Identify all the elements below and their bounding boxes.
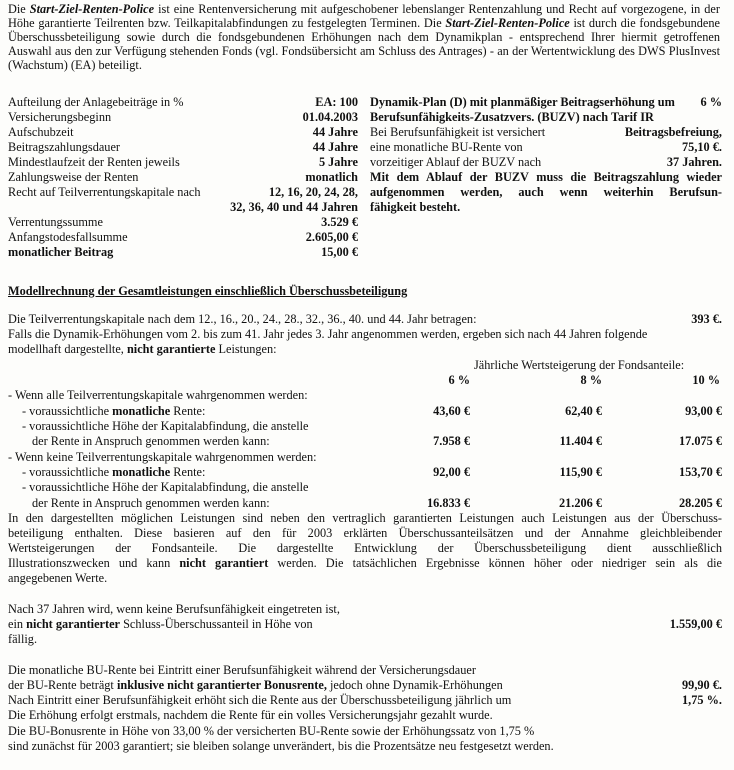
product-name-2: Start-Ziel-Renten-Police — [445, 16, 570, 30]
bu-line: Die Erhöhung erfolgt erstmals, nachdem die Rente für ein volles Versicherungsjahr gezahlt wurde. — [8, 708, 493, 722]
scenario-b-title: - Wenn keine Teilverrentungskapitale wahrgenommen werden: — [8, 450, 317, 464]
param-label: Versicherungsbeginn — [8, 110, 112, 124]
param-label: Beitragszahlungsdauer — [8, 140, 120, 154]
value-cell: 16.833 € — [426, 496, 470, 510]
schluss-line — [8, 617, 313, 631]
buzv-note-line: aufgenommen werden, auch wenn weiterhin Berufsun- — [370, 185, 722, 199]
bu-value: Beitragsbefreiung, — [624, 125, 722, 139]
explanation-line: beteiligung enthalten. Diese basieren auf den für 2003 erklärten Überschussanteilsätzen und der Annahme gleichbleibender — [8, 526, 722, 540]
wertsteigerung-header: Jährliche Wertsteigerung der Fondsanteile: — [474, 358, 685, 372]
param-value: 32, 36, 40 und 44 Jahren — [230, 200, 358, 214]
explanation-line: In den dargestellten möglichen Leistungen sind neben den vertraglich garantierten Leistungen auch Leistungen aus der Überschuss- — [8, 511, 722, 525]
product-name: Start-Ziel-Renten-Police — [29, 2, 155, 16]
param-label: Verrentungssumme — [8, 215, 103, 229]
text-part: der BU-Rente beträgt — [8, 678, 117, 692]
text-part: jedoch ohne Dynamik-Erhöhungen — [326, 678, 503, 692]
bu-line: Nach Eintritt einer Berufsunfähigkeit erhöht sich die Rente aus der Überschussbeteiligung jährlich um — [8, 693, 512, 707]
label-part: Rente: — [170, 404, 206, 418]
model-intro — [8, 342, 277, 356]
value-cell: 11.404 € — [559, 434, 602, 448]
teilverrentung-label: Die Teilverrentungskapitale nach dem 12., 16., 20., 24., 28., 32., 36., 40. und 44. Jahr betragen: — [8, 312, 477, 326]
bu-rente-value: 75,10 €. — [682, 140, 722, 154]
dynamik-value: 6 % — [700, 95, 722, 109]
scenario-b-rente-label — [22, 465, 205, 479]
value-cell: 17.075 € — [678, 434, 722, 448]
ablauf-label: vorzeitiger Ablauf der BUZV nach — [370, 155, 542, 169]
intro-text-3: ist durch die fondsgebundene Überschussbeteiligung sowie durch die fondsgebundenen Erhöhungen nach dem Dynamikplan - entsprechend Ihrer hiermit getroffenen Auswahl aus den zur Verfügung stehenden Fonds (vgl. Fondsübersicht am Schluss des Antrages) - an der Wertentwicklung des DWS PlusInvest (Wachstum) (EA) beteiligt. — [8, 16, 720, 72]
param-value: EA: 100 — [315, 95, 358, 109]
schluss-value: 1.559,00 € — [669, 617, 722, 631]
value-cell: 93,00 € — [685, 404, 722, 418]
label-bold: monatliche — [112, 404, 171, 418]
param-label: Aufschubzeit — [8, 125, 74, 139]
text-part: Schluss-Überschussanteil in Höhe von — [120, 617, 313, 631]
section-heading: Modellrechnung der Gesamtleistungen einschließlich Überschussbeteiligung — [8, 284, 408, 298]
bu-label: Bei Berufsunfähigkeit ist versichert — [370, 125, 546, 139]
scenario-b-kapital-label: - voraussichtliche Höhe der Kapitalabfindung, die anstelle — [22, 480, 309, 494]
schluss-line: fällig. — [8, 632, 38, 646]
text-bold: nicht garantierter — [26, 617, 121, 631]
buzv-note-line: fähigkeit besteht. — [370, 200, 461, 214]
label-part: - voraussichtliche — [22, 465, 113, 479]
value-cell: 153,70 € — [678, 465, 722, 479]
param-label: Mindestlaufzeit der Renten jeweils — [8, 155, 180, 169]
param-value: 5 Jahre — [318, 155, 358, 169]
param-value: monatlich — [305, 170, 358, 184]
bu-increase-rate: 1,75 %. — [682, 693, 722, 707]
schluss-line: Nach 37 Jahren wird, wenn keine Berufsunfähigkeit eingetreten ist, — [8, 602, 340, 616]
param-value: 3.529 € — [321, 215, 358, 229]
value-cell: 62,40 € — [565, 404, 602, 418]
teilverrentung-value: 393 €. — [691, 312, 722, 326]
buzv-label: Berufsunfähigkeits-Zusatzvers. (BUZV) nach Tarif IR — [370, 110, 654, 124]
value-cell: 115,90 € — [559, 465, 602, 479]
bu-line: Die monatliche BU-Rente bei Eintritt einer Berufsunfähigkeit während der Versicherungsdauer — [8, 663, 476, 677]
not-guaranteed-text: nicht garantierte — [126, 342, 216, 356]
bu-rente-total: 99,90 €. — [682, 678, 722, 692]
param-label: Zahlungsweise der Renten — [8, 170, 139, 184]
value-cell: 43,60 € — [433, 404, 470, 418]
value-cell: 7.958 € — [433, 434, 470, 448]
param-label: Recht auf Teilverrentungskapitale nach — [8, 185, 201, 199]
param-label: Aufteilung der Anlagebeiträge in % — [8, 95, 184, 109]
param-value: 01.04.2003 — [302, 110, 358, 124]
model-intro-end: Leistungen: — [215, 342, 277, 356]
intro-text-1: Die — [8, 2, 30, 16]
buzv-note-line: Mit dem Ablauf der BUZV muss die Beitragszahlung wieder — [370, 170, 722, 184]
explanation-line: angegebenen Werte. — [8, 571, 108, 585]
rate-header: 6 % — [448, 373, 470, 387]
intro-paragraph — [8, 2, 720, 72]
value-cell: 21.206 € — [558, 496, 602, 510]
text-part: ein — [8, 617, 27, 631]
value-cell: 28.205 € — [678, 496, 722, 510]
bu-line: Die BU-Bonusrente in Höhe von 33,00 % der versicherten BU-Rente sowie der Erhöhungssatz von 1,75 % — [8, 724, 535, 738]
text-bold: inklusive nicht garantierter Bonusrente, — [116, 678, 327, 692]
text-part: werden. Die tatsächlichen Ergebnisse können höher oder niedriger sein als die — [268, 556, 722, 570]
dynamik-label: Dynamik-Plan (D) mit planmäßiger Beitragserhöhung um — [370, 95, 675, 109]
label-part: - voraussichtliche — [22, 404, 113, 418]
param-value: 44 Jahre — [312, 140, 358, 154]
label-part: Rente: — [170, 465, 206, 479]
scenario-a-kapital-label: - voraussichtliche Höhe der Kapitalabfindung, die anstelle — [22, 419, 309, 433]
scenario-a-kapital-label: der Rente in Anspruch genommen werden kann: — [32, 434, 270, 448]
text-bold: nicht garantiert — [179, 556, 269, 570]
param-value: 12, 16, 20, 24, 28, — [268, 185, 358, 199]
param-value: 44 Jahre — [312, 125, 358, 139]
scenario-a-rente-label — [22, 404, 205, 418]
bu-line: sind zunächst für 2003 garantiert; sie bleiben solange unverändert, bis die Prozentsätze neu festgesetzt werden. — [8, 739, 554, 753]
value-cell: 92,00 € — [433, 465, 470, 479]
param-value: 15,00 € — [321, 245, 358, 259]
text-part: Illustrationszwecken und kann — [8, 556, 180, 570]
bu-line — [8, 678, 503, 692]
explanation-line — [8, 556, 722, 570]
dynamik-assumption: Falls die Dynamik-Erhöhungen vom 2. bis zum 41. Jahr jedes 3. Jahr angenommen werden, ergeben sich nach 44 Jahren folgende — [8, 327, 648, 341]
ablauf-value: 37 Jahren. — [666, 155, 722, 169]
bu-rente-label: eine monatliche BU-Rente von — [370, 140, 523, 154]
param-label: Anfangstodesfallsumme — [8, 230, 128, 244]
intro-text-2: ist eine Rentenversicherung mit aufgeschobener lebenslanger Rentenzahlung und Recht auf vorgezogene, in der Höhe garantierte Teilrenten bzw. Teilkapitalabfindungen zu festgelegten Terminen. Die — [8, 2, 720, 30]
scenario-b-kapital-label: der Rente in Anspruch genommen werden kann: — [32, 496, 270, 510]
param-label: monatlicher Beitrag — [8, 245, 114, 259]
scenario-a-title: - Wenn alle Teilverrentungskapitale wahrgenommen werden: — [8, 388, 308, 402]
label-bold: monatliche — [112, 465, 171, 479]
rate-header: 10 % — [692, 373, 720, 387]
model-intro-text: modellhaft dargestellte, — [8, 342, 127, 356]
explanation-line: Wertsteigerungen der Fondsanteile. Die dargestellte Entwicklung der Überschussbeteiligung dient ausschließlich — [8, 541, 722, 555]
param-value: 2.605,00 € — [305, 230, 358, 244]
rate-header: 8 % — [580, 373, 602, 387]
